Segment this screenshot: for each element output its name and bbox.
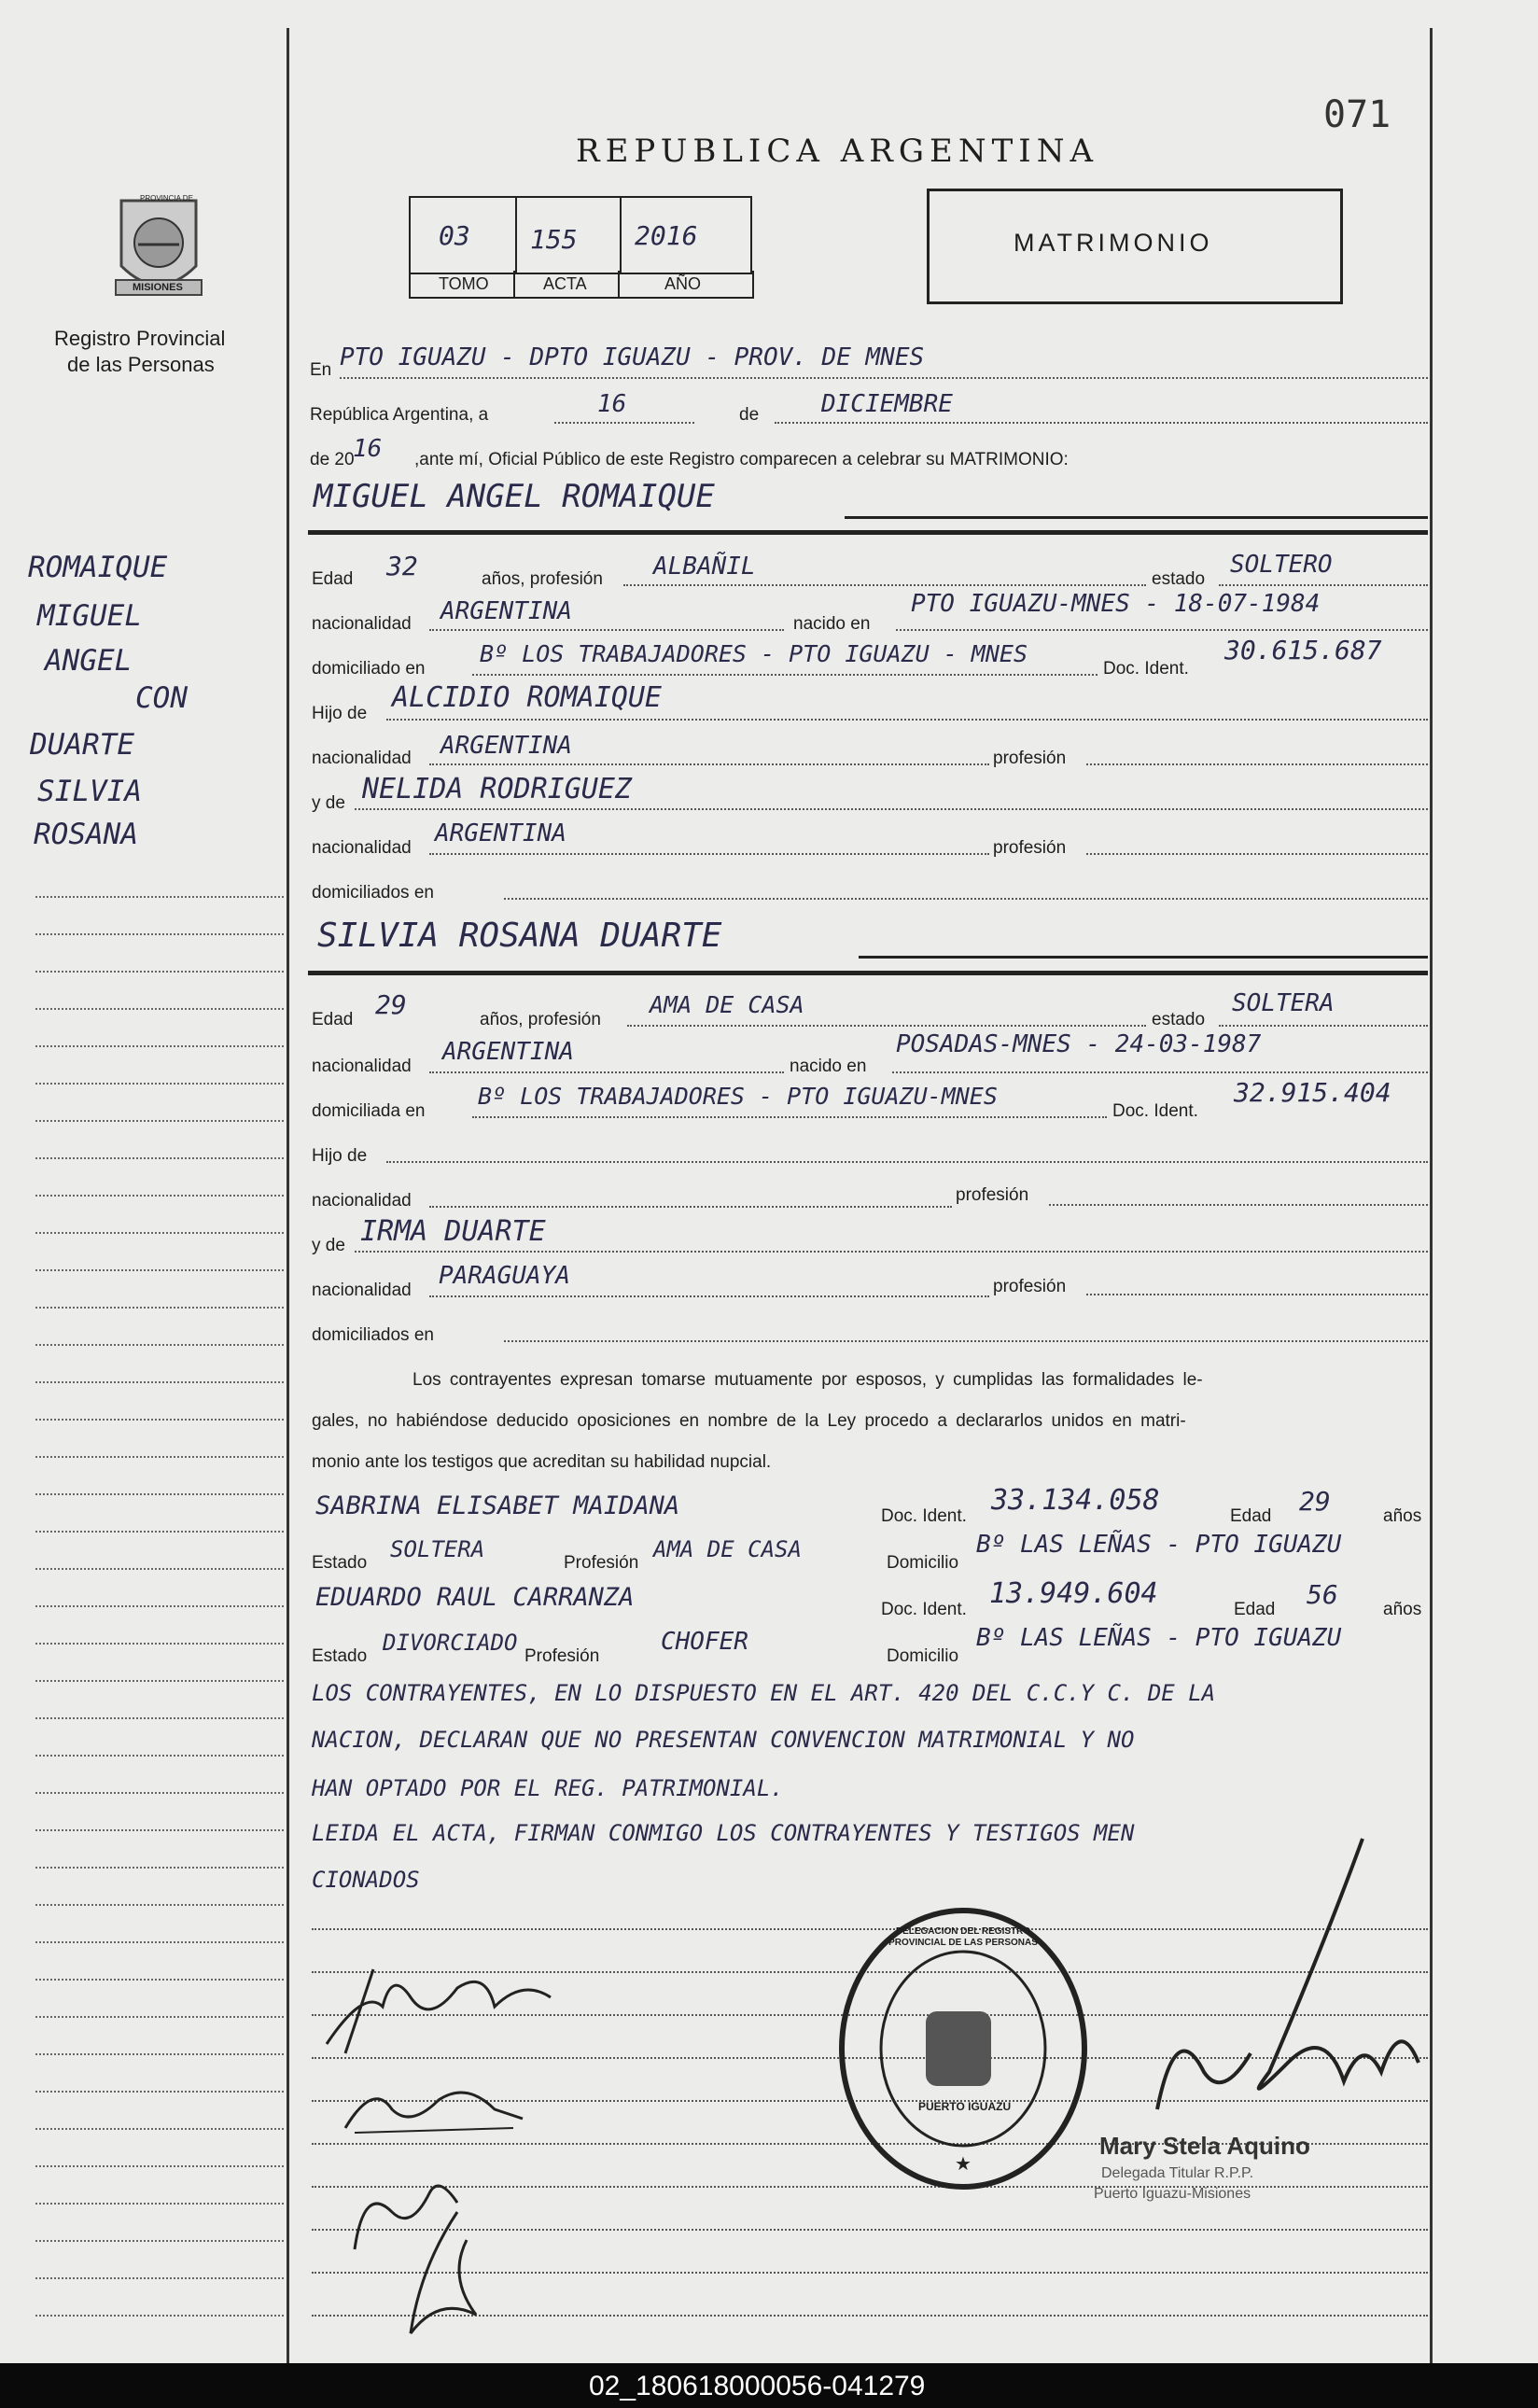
margin-line: [35, 2053, 284, 2055]
margin-line: [35, 1904, 284, 1906]
groom-name-line: [845, 516, 1428, 519]
bride-mother-prof-line: [1086, 1294, 1428, 1295]
official-name: Mary Stela Aquino: [1099, 2132, 1310, 2160]
bride-profession: AMA DE CASA: [650, 991, 804, 1018]
groom-age: 32: [386, 551, 418, 581]
section-rule: [308, 971, 1428, 975]
month-line: [775, 422, 1428, 424]
tomo-value: 03: [439, 220, 470, 251]
groom-mother-nac-label: nacionalidad: [312, 838, 412, 858]
margin-line: [35, 971, 284, 973]
margin-line: [35, 2240, 284, 2242]
witness2-estado-label: Estado: [312, 1646, 368, 1666]
margin-line: [35, 1717, 284, 1719]
groom-edad-label: Edad: [312, 569, 354, 589]
witness1-anos-label: años: [1383, 1506, 1422, 1526]
acta-label: ACTA: [543, 274, 587, 293]
margin-line: [35, 2091, 284, 2093]
margin-name: DUARTE: [30, 728, 134, 762]
stamp-ring-text: DELEGACION DEL REGISTRO PROVINCIAL DE LAS PERSONAS: [888, 1926, 1038, 1948]
margin-line: [35, 1381, 284, 1383]
stamp-inner-text: PUERTO IGUAZU: [918, 2100, 1012, 2113]
declaration-line2: gales, no habiéndose deducido oposiciones en nombre de la Ley procedo a declararlos unidos en matri-: [312, 1411, 1186, 1431]
bride-nat-line: [429, 1071, 784, 1073]
groom-nacido-label: nacido en: [793, 614, 871, 634]
bride-estado-label: estado: [1152, 1010, 1206, 1029]
groom-doc: 30.615.687: [1224, 635, 1382, 665]
margin-line: [35, 1269, 284, 1271]
groom-mother-line: [355, 808, 1428, 810]
groom-domicile: Bº LOS TRABAJADORES - PTO IGUAZU - MNES: [480, 640, 1028, 667]
bride-mother: IRMA DUARTE: [360, 1215, 546, 1248]
place-value: PTO IGUAZU - DPTO IGUAZU - PROV. DE MNES: [340, 343, 925, 371]
margin-line: [35, 1307, 284, 1309]
groom-nationality: ARGENTINA: [440, 597, 572, 625]
bride-domicile: Bº LOS TRABAJADORES - PTO IGUAZU-MNES: [478, 1083, 998, 1110]
note-line: LEIDA EL ACTA, FIRMAN CONMIGO LOS CONTRAYENTES Y TESTIGOS MEN: [312, 1820, 1135, 1846]
margin-line: [35, 1419, 284, 1421]
margin-line: [35, 2128, 284, 2130]
margin-line: [35, 1531, 284, 1533]
page-number: 071: [1323, 93, 1391, 136]
official-location: Puerto Iguazu-Misiones: [1094, 2186, 1251, 2202]
groom-dom-line: [472, 674, 1098, 676]
bride-domiciliados-line: [504, 1340, 1428, 1342]
bride-edad-label: Edad: [312, 1010, 354, 1029]
act-type-label: MATRIMONIO: [1014, 229, 1213, 257]
note-line: NACION, DECLARAN QUE NO PRESENTAN CONVENCION MATRIMONIAL Y NO: [312, 1727, 1135, 1753]
day-value: 16: [597, 390, 627, 418]
witness1-doc-label: Doc. Ident.: [881, 1506, 967, 1526]
seal-top-text: PROVINCIA DE: [140, 194, 193, 203]
margin-line: [35, 1680, 284, 1682]
margin-line: [35, 896, 284, 898]
margin-line: [35, 1157, 284, 1159]
witness2-age: 56: [1307, 1579, 1338, 1610]
province-seal: [103, 187, 215, 308]
groom-father-prof-line: [1086, 763, 1428, 765]
margin-line: [35, 1643, 284, 1645]
bride-mother-nationality: PARAGUAYA: [439, 1262, 570, 1290]
margin-line: [35, 2016, 284, 2018]
margin-name: CON: [135, 681, 188, 715]
bride-age: 29: [375, 989, 407, 1020]
tomo-label: TOMO: [439, 274, 489, 293]
svg-text:★: ★: [955, 2154, 972, 2175]
witness2-domicile: Bº LAS LEÑAS - PTO IGUAZU: [976, 1624, 1342, 1652]
witness1-name: SABRINA ELISABET MAIDANA: [315, 1491, 680, 1520]
margin-line: [35, 1829, 284, 1831]
witness1-age: 29: [1299, 1486, 1331, 1517]
margin-line: [35, 2277, 284, 2279]
witness2-name: EDUARDO RAUL CARRANZA: [315, 1583, 635, 1612]
bride-dom-label: domiciliada en: [312, 1101, 426, 1121]
place-line: [340, 377, 1428, 379]
margin-line: [35, 1344, 284, 1346]
groom-domiciliados-line: [504, 898, 1428, 900]
witness1-prof-label: Profesión: [564, 1553, 639, 1573]
bride-nacido-label: nacido en: [790, 1057, 867, 1076]
witness1-domicile: Bº LAS LEÑAS - PTO IGUAZU: [976, 1531, 1342, 1559]
groom-father-line: [386, 719, 1428, 721]
margin-line: [35, 1083, 284, 1085]
witness1-estado-label: Estado: [312, 1553, 368, 1573]
margin-line: [35, 1493, 284, 1495]
box-sep2: [618, 271, 620, 299]
margin-line: [35, 1605, 284, 1607]
bride-name-line: [859, 956, 1428, 959]
note-line: HAN OPTADO POR EL REG. PATRIMONIAL.: [312, 1775, 784, 1801]
groom-mother-nationality: ARGENTINA: [435, 819, 566, 847]
footer-code: 02_180618000056-041279: [589, 2371, 926, 2401]
witness2-status: DIVORCIADO: [383, 1630, 518, 1656]
witness2-prof-label: Profesión: [524, 1646, 600, 1666]
bride-yde-label: y de: [312, 1236, 345, 1255]
bride-doc-label: Doc. Ident.: [1112, 1101, 1198, 1121]
margin-name: ROMAIQUE: [28, 551, 168, 584]
bride-doc: 32.915.404: [1234, 1077, 1391, 1108]
margin-name: SILVIA: [37, 775, 142, 808]
bride-mother-nat-line: [429, 1295, 989, 1297]
bride-status-line: [1219, 1025, 1428, 1027]
margin-name: ANGEL: [45, 644, 133, 678]
groom-mother: NELIDA RODRIGUEZ: [362, 773, 632, 805]
bride-birth: POSADAS-MNES - 24-03-1987: [896, 1030, 1262, 1058]
witness2-profession: CHOFER: [661, 1628, 748, 1656]
bride-father-line: [386, 1161, 1428, 1163]
margin-line: [35, 1456, 284, 1458]
bride-anos-label: años, profesión: [480, 1010, 601, 1029]
bride-birth-line: [892, 1071, 1428, 1073]
margin-line: [35, 1008, 284, 1010]
groom-signature: [308, 1951, 588, 2063]
bride-father-nat-line: [429, 1206, 952, 1208]
witness1-profession: AMA DE CASA: [653, 1536, 802, 1562]
republica-label: República Argentina, a: [310, 405, 489, 425]
witness2-dom-label: Domicilio: [887, 1646, 959, 1666]
de-label: de: [739, 405, 760, 425]
box-sep1: [513, 271, 515, 299]
groom-status-line: [1219, 584, 1428, 586]
groom-domiciliados-label: domiciliados en: [312, 883, 434, 903]
margin-line: [35, 1867, 284, 1869]
section-rule: [308, 530, 1428, 535]
bride-domiciliados-label: domiciliados en: [312, 1325, 434, 1345]
declaration-line1: Los contrayentes expresan tomarse mutuamente por esposos, y cumplidas las formalidades le-: [412, 1370, 1203, 1390]
groom-father: ALCIDIO ROMAIQUE: [392, 681, 662, 714]
groom-estado-label: estado: [1152, 569, 1206, 589]
groom-birth: PTO IGUAZU-MNES - 18-07-1984: [911, 590, 1321, 618]
margin-line: [35, 1045, 284, 1047]
margin-line: [35, 1792, 284, 1794]
note-line: LOS CONTRAYENTES, EN LO DISPUESTO EN EL ART. 420 DEL C.C.Y C. DE LA: [312, 1680, 1216, 1706]
bride-profession-line: [627, 1025, 1146, 1027]
margin-line: [35, 1755, 284, 1757]
month-value: DICIEMBRE: [821, 390, 953, 418]
groom-father-nac-label: nacionalidad: [312, 749, 412, 768]
bride-father-prof-line: [1049, 1204, 1428, 1206]
margin-line: [35, 1232, 284, 1234]
margin-name: ROSANA: [34, 818, 138, 851]
bride-father-prof-label: profesión: [956, 1185, 1029, 1205]
bride-dom-line: [472, 1116, 1107, 1118]
witness2-doc: 13.949.604: [989, 1577, 1158, 1610]
official-stamp: [832, 1904, 1094, 2193]
groom-name: MIGUEL ANGEL ROMAIQUE: [314, 478, 715, 515]
official-title: Delegada Titular R.P.P.: [1101, 2165, 1254, 2181]
bride-civil-status: SOLTERA: [1232, 989, 1335, 1017]
groom-yde-label: y de: [312, 793, 345, 813]
margin-line: [35, 1941, 284, 1943]
groom-civil-status: SOLTERO: [1230, 551, 1333, 579]
witness1-edad-label: Edad: [1230, 1506, 1272, 1526]
right-border: [1430, 28, 1433, 2371]
bride-nac-label: nacionalidad: [312, 1057, 412, 1076]
groom-profession-line: [623, 584, 1146, 586]
margin-line: [35, 933, 284, 935]
witness2-edad-label: Edad: [1234, 1600, 1276, 1619]
groom-dom-label: domiciliado en: [312, 659, 426, 679]
declaration-line3: monio ante los testigos que acreditan su habilidad nupcial.: [312, 1452, 772, 1472]
bride-mother-line: [355, 1251, 1428, 1253]
witness1-status: SOLTERA: [390, 1536, 485, 1562]
groom-mother-prof-label: profesión: [993, 838, 1067, 858]
margin-line: [35, 1979, 284, 1981]
margin-line: [35, 2315, 284, 2317]
bride-nationality: ARGENTINA: [442, 1038, 574, 1066]
year-suffix: 16: [353, 435, 383, 463]
bride-mother-prof-label: profesión: [993, 1277, 1067, 1296]
witness1-doc: 33.134.058: [991, 1484, 1160, 1517]
margin-divider: [287, 28, 289, 2371]
margin-line: [35, 2203, 284, 2205]
groom-hijo-label: Hijo de: [312, 704, 368, 723]
bride-name: SILVIA ROSANA DUARTE: [317, 917, 722, 955]
margin-line: [35, 2165, 284, 2167]
seal-bottom-text: MISIONES: [133, 282, 183, 293]
witness2-signature: [383, 2203, 532, 2343]
intro-statement: ,ante mí, Oficial Público de este Registro comparecen a celebrar su MATRIMONIO:: [414, 450, 1069, 469]
bride-signature: [336, 2072, 541, 2147]
note-line: CIONADOS: [312, 1867, 420, 1893]
country-title: REPUBLICA ARGENTINA: [576, 133, 1099, 170]
groom-father-nat-line: [429, 763, 989, 765]
registry-line1: Registro Provincial: [54, 327, 226, 350]
groom-father-prof-label: profesión: [993, 749, 1067, 768]
groom-nac-label: nacionalidad: [312, 614, 412, 634]
margin-line: [35, 1568, 284, 1570]
bride-hijo-label: Hijo de: [312, 1146, 368, 1166]
groom-anos-label: años, profesión: [482, 569, 603, 589]
groom-doc-label: Doc. Ident.: [1103, 659, 1189, 679]
official-signature: [1083, 1829, 1428, 2147]
margin-line: [35, 1195, 284, 1197]
bride-father-nac-label: nacionalidad: [312, 1191, 412, 1211]
groom-birth-line: [896, 629, 1428, 631]
year-prefix: de 20: [310, 450, 355, 469]
groom-father-nationality: ARGENTINA: [440, 732, 572, 760]
registry-line2: de las Personas: [67, 353, 215, 376]
groom-mother-nat-line: [429, 853, 989, 855]
groom-profession: ALBAÑIL: [653, 553, 756, 581]
bride-mother-nac-label: nacionalidad: [312, 1281, 412, 1300]
witness2-anos-label: años: [1383, 1600, 1422, 1619]
anio-label: AÑO: [664, 274, 702, 293]
margin-line: [35, 1120, 284, 1122]
margin-name: MIGUEL: [37, 599, 142, 633]
acta-value: 155: [530, 224, 578, 255]
witness2-doc-label: Doc. Ident.: [881, 1600, 967, 1619]
day-line: [554, 422, 694, 424]
witness1-dom-label: Domicilio: [887, 1553, 959, 1573]
groom-mother-prof-line: [1086, 853, 1428, 855]
anio-value: 2016: [635, 220, 698, 251]
groom-nat-line: [429, 629, 784, 631]
en-label: En: [310, 360, 332, 380]
